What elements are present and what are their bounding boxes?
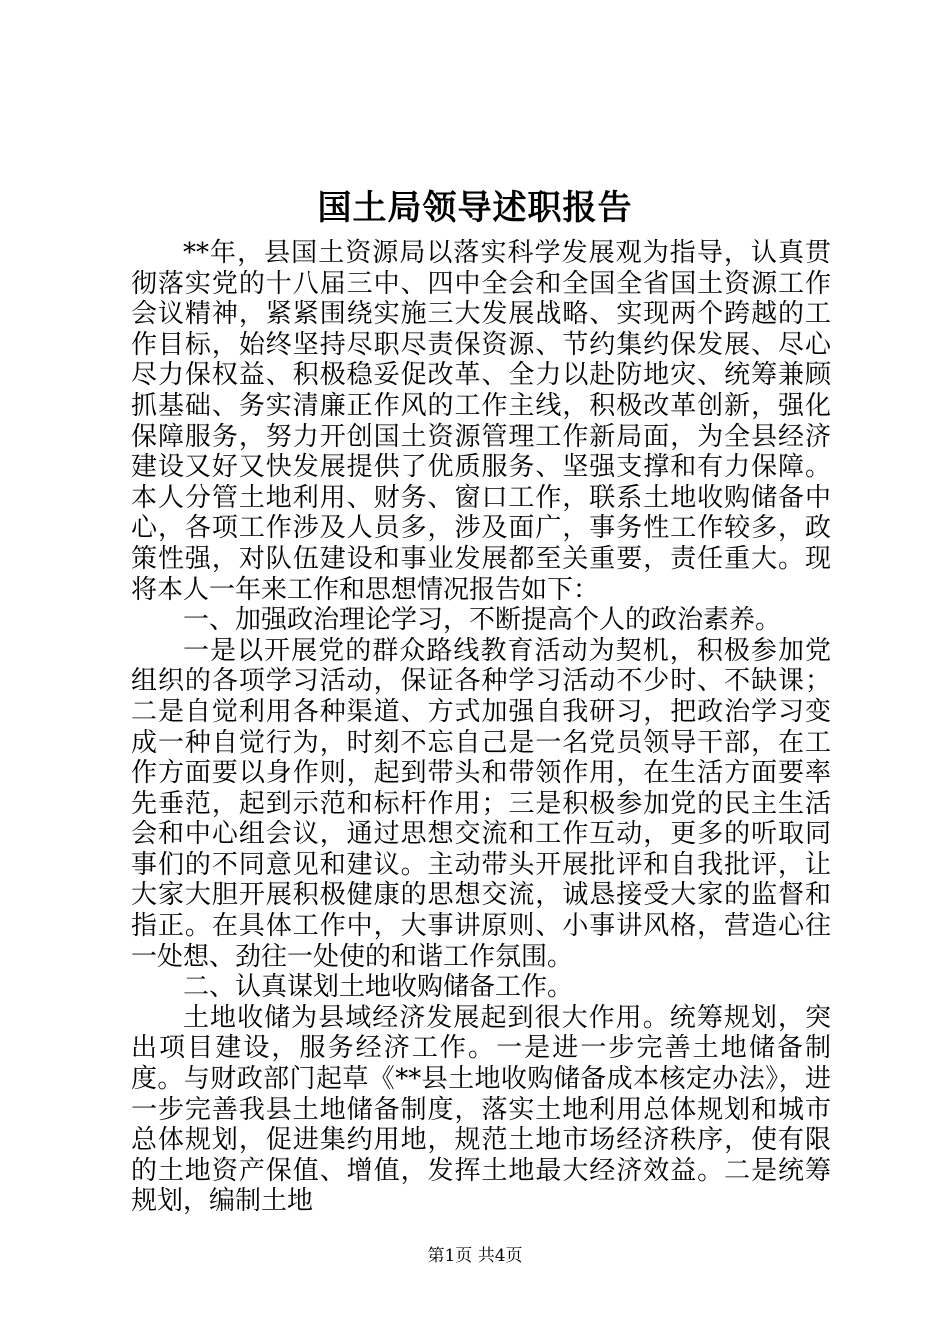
paragraph-intro: **年，县国土资源局以落实科学发展观为指导，认真贯彻落实党的十八届三中、四中全会和全国全省国土资源工作会议精神，紧紧围绕实施三大发展战略、实现两个跨越的工作目标，始终坚持尽职尽责保资源、节约集约保发展、尽心尽力保权益、积极稳妥促改革、全力以赴防地灾、统筹兼顾抓基础、务实清廉正作风的工作主线，积极改革创新，强化保障服务，努力开创国土资源管理工作新局面，为全县经济建设又好又快发展提供了优质服务、坚强支撑和有力保障。本人分管土地利用、财务、窗口工作，联系土地收购储备中心，各项工作涉及人员多，涉及面广，事务性工作较多，政策性强，对队伍建设和事业发展都至关重要，责任重大。现将本人一年来工作和思想情况报告如下： <box>131 238 831 605</box>
document-title: 国土局领导述职报告 <box>317 188 633 228</box>
section-heading-2: 二、认真谋划土地收购储备工作。 <box>183 972 574 1003</box>
paragraph-section-1: 一是以开展党的群众路线教育活动为契机，积极参加党组织的各项学习活动，保证各种学习活动不少时、不缺课；二是自觉利用各种渠道、方式加强自我研习，把政治学习变成一种自觉行为，时刻不忘自己是一名党员领导干部，在工作方面要以身作则，起到带头和带领作用，在生活方面要率先垂范，起到示范和标杆作用；三是积极参加党的民主生活会和中心组会议，通过思想交流和工作互动，更多的听取同事们的不同意见和建议。主动带头开展批评和自我批评，让大家大胆开展积极健康的思想交流，诚恳接受大家的监督和指正。在具体工作中，大事讲原则、小事讲风格，营造心往一处想、劲往一处使的和谐工作氛围。 <box>131 635 831 972</box>
section-heading-1: 一、加强政治理论学习，不断提高个人的政治素养。 <box>183 605 782 636</box>
document-body <box>131 238 831 1217</box>
paragraph-section-2: 土地收储为县域经济发展起到很大作用。统筹规划，突出项目建设，服务经济工作。一是进一步完善土地储备制度。与财政部门起草《**县土地收购储备成本核定办法》，进一步完善我县土地储备制度，落实土地利用总体规划和城市总体规划，促进集约用地，规范土地市场经济秩序，使有限的土地资产保值、增值，发挥土地最大经济效益。二是统筹规划，编制土地 <box>131 1002 831 1217</box>
page-number-footer: 第1页 共4页 <box>427 1246 523 1266</box>
